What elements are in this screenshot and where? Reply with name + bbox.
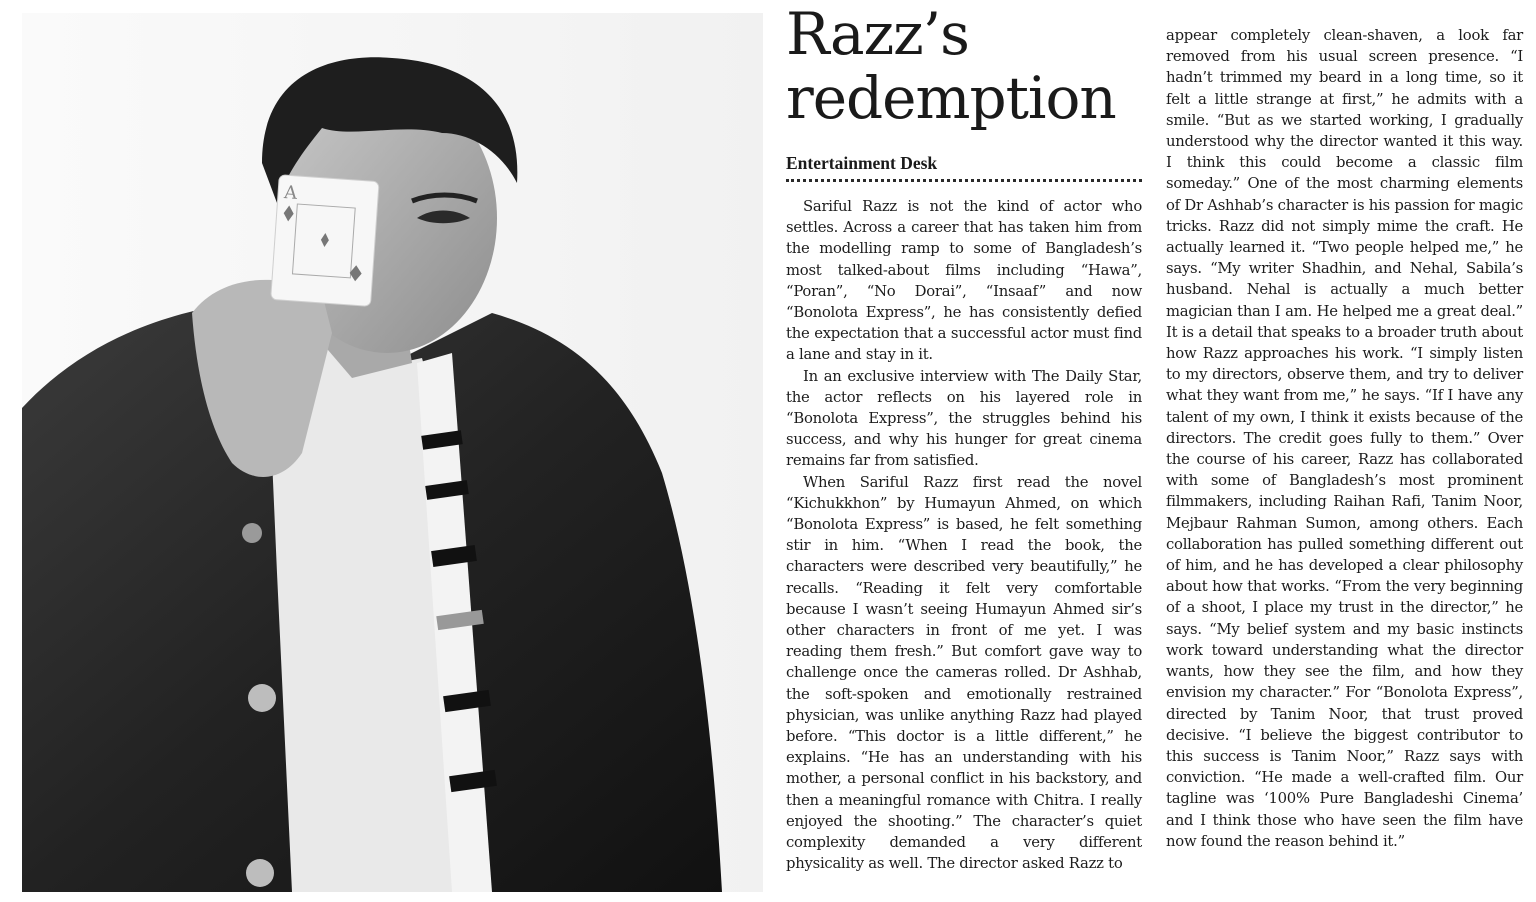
paragraph: Sariful Razz is not the kind of actor who settles. Across a career that has taken him from the modelling ramp to some of Bangladesh’s most talked-about films including “Hawa”, “Poran”, “No Dorai”, “Insaaf” and now “Bonolota Express”, he has consistently defied the expectation that a successful actor must find a lane and stay in it. — [786, 198, 1142, 364]
headline — [786, 2, 1146, 130]
byline: Entertainment Desk — [786, 153, 938, 173]
headline-line-1: Razz’s — [786, 0, 969, 68]
paragraph: appear completely clean-shaven, a look far removed from his usual screen presence. “I hadn’t trimmed my beard in a long time, so it felt a little strange at first,” he admits with a smile. “But as we started working, I gradually understood why the director wanted it this way. I think this could become a classic film someday.” One of the most charming elements of Dr Ashhab’s character is his passion for magic tricks. Razz did not simply mime the craft. He actually learned it. “Two people helped me,” he says. “My writer Shadhin, and Nehal, Sabila’s husband. Nehal is actually a much better magician than I am. He helped me a great deal.” It is a detail that speaks to a broader truth about how Razz approaches his work. “I simply listen to my directors, observe them, and try to deliver what they want from me,” he says. “If I have any talent of my own, I think it exists because of the directors. The credit goes fully to them.” Over the course of his career, Razz has collaborated with some of Bangladesh’s most prominent filmmakers, including Raihan Rafi, Tanim Noor, Mejbaur Rahman Sumon, among others. Each collaboration has pulled something different out of him, and he has developed a clear philosophy about how that works. “From the very beginning of a shoot, I place my trust in the director,” he says. “My belief system and my basic instincts work toward understanding what the director wants, how they see the film, and how they envision my character.” For “Bonolota Express”, directed by Tanim Noor, that trust proved decisive. “I believe the biggest contributor to this success is Tanim Noor,” Razz says with conviction. “He made a well-crafted film. Our tagline was ‘100% Pure Bangladeshi Cinema’ and I think those who have seen the film have now found the reason behind it.” — [1166, 27, 1523, 850]
playing-card — [271, 175, 379, 307]
paragraph: When Sariful Razz first read the novel “Kichukkhon” by Humayun Ahmed, on which “Bonolota Express” is based, he felt something stir in him. “When I read the book, the characters were described very beautifully,” he recalls. “Reading it felt very comfortable because I wasn’t seeing Humayun Ahmed sir’s other characters in front of me yet. I was reading them fresh.” But comfort gave way to challenge once the cameras rolled. Dr Ashhab, the soft-spoken and emotionally restrained physician, was unlike anything Razz had played before. “This doctor is a little different,” he explains. “He has an understanding with his mother, a personal conflict in his backstory, and then a meaningful romance with Chitra. I really enjoyed the shooting.” The character’s quiet complexity demanded a very different physicality as well. The director asked Razz to — [786, 473, 1142, 873]
paragraph: In an exclusive interview with The Daily Star, the actor reflects on his layered role in “Bonolota Express”, the struggles behind his success, and why his hunger for great cinema remains far from satisfied. — [786, 367, 1142, 470]
dotted-divider — [786, 179, 1142, 182]
article-column-2 — [1166, 25, 1523, 852]
portrait-illustration — [22, 13, 763, 892]
card-rank-top: A — [283, 182, 298, 204]
article-photo — [22, 13, 763, 892]
headline-line-2: redemption — [786, 64, 1116, 132]
article-column-1 — [786, 196, 1142, 875]
